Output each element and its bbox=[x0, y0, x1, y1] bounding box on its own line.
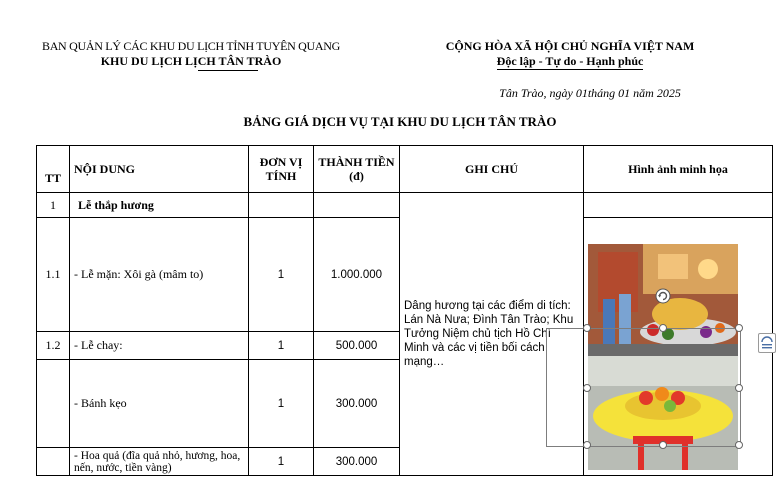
resize-handle-bottom-right[interactable] bbox=[735, 441, 743, 449]
row-price: 1.000.000 bbox=[314, 218, 400, 332]
row-price: 300.000 bbox=[314, 448, 400, 476]
header-tt: TT bbox=[37, 146, 70, 193]
note-cell: Dâng hương tại các điểm di tích: Lán Nà Nưa; Đình Tân Trào; Khu Tưởng Niệm chủ tịch Hồ Chí Minh và các vị tiền bối cách mạng… bbox=[400, 193, 584, 476]
row-unit: 1 bbox=[249, 360, 314, 448]
rotate-icon bbox=[655, 288, 671, 304]
row-price bbox=[314, 193, 400, 218]
row-content: - Hoa quả (đĩa quả nhỏ, hương, hoa, nến, nước, tiền vàng) bbox=[70, 448, 249, 476]
price-table bbox=[36, 145, 773, 476]
fruit-basket-image bbox=[588, 356, 738, 470]
row-tt: 1.2 bbox=[37, 332, 70, 360]
row-content: - Lễ mặn: Xôi gà (mâm to) bbox=[70, 218, 249, 332]
row-tt bbox=[37, 360, 70, 448]
header-left bbox=[26, 39, 356, 69]
row-price: 500.000 bbox=[314, 332, 400, 360]
header-unit: ĐƠN VỊ TÍNH bbox=[249, 146, 314, 193]
table-header-row bbox=[37, 146, 773, 193]
resize-handle-bottom[interactable] bbox=[659, 441, 667, 449]
resize-handle-top-left[interactable] bbox=[583, 324, 591, 332]
layout-options-icon bbox=[759, 334, 775, 352]
row-content: Lễ thắp hương bbox=[70, 193, 249, 218]
row-content: - Bánh kẹo bbox=[70, 360, 249, 448]
national-title: CỘNG HÒA XÃ HỘI CHỦ NGHĨA VIỆT NAM bbox=[445, 39, 695, 53]
national-motto: Độc lập - Tự do - Hạnh phúc bbox=[496, 54, 644, 68]
row-tt bbox=[37, 448, 70, 476]
row-unit: 1 bbox=[249, 218, 314, 332]
table-row bbox=[37, 193, 773, 218]
header-image: Hình ảnh minh họa bbox=[584, 146, 773, 193]
agency-name: BAN QUẢN LÝ CÁC KHU DU LỊCH TỈNH TUYÊN QUANG bbox=[41, 39, 340, 53]
resize-handle-bottom-left[interactable] bbox=[583, 441, 591, 449]
row-tt: 1.1 bbox=[37, 218, 70, 332]
resize-handle-top-right[interactable] bbox=[735, 324, 743, 332]
resize-handle-left[interactable] bbox=[583, 384, 591, 392]
document-date: Tân Trào, ngày 01tháng 01 năm 2025 bbox=[499, 86, 681, 100]
resize-handle-right[interactable] bbox=[735, 384, 743, 392]
offering-photo-fruit-basket[interactable] bbox=[588, 356, 738, 470]
header-price: THÀNH TIỀN (đ) bbox=[314, 146, 400, 193]
header-note: GHI CHÚ bbox=[400, 146, 584, 193]
row-unit: 1 bbox=[249, 448, 314, 476]
row-tt: 1 bbox=[37, 193, 70, 218]
header-right bbox=[420, 39, 720, 69]
row-price: 300.000 bbox=[314, 360, 400, 448]
unit-name: KHU DU LỊCH LỊCH TÂN TRÀO bbox=[100, 54, 282, 68]
document-title: BẢNG GIÁ DỊCH VỤ TẠI KHU DU LỊCH TÂN TRÀO bbox=[243, 114, 557, 129]
image-header-gap bbox=[584, 193, 773, 218]
image-cell bbox=[584, 218, 773, 476]
resize-handle-top[interactable] bbox=[659, 324, 667, 332]
row-content: - Lễ chay: bbox=[70, 332, 249, 360]
row-unit bbox=[249, 193, 314, 218]
rotate-handle-icon[interactable] bbox=[655, 288, 671, 304]
illustration-photos[interactable] bbox=[588, 244, 738, 474]
header-content: NỘI DUNG bbox=[70, 146, 249, 193]
row-unit: 1 bbox=[249, 332, 314, 360]
header-left-underline bbox=[198, 70, 258, 71]
layout-options-button[interactable] bbox=[758, 333, 776, 353]
